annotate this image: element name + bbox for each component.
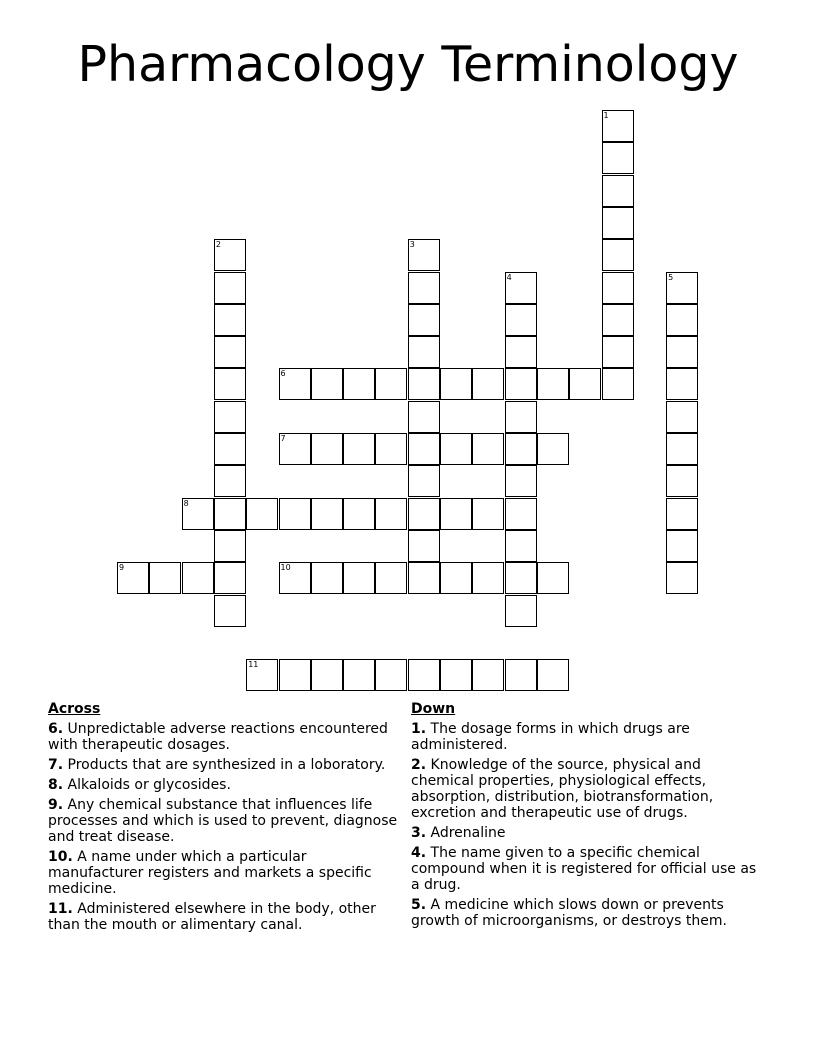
across-heading: Across [48,701,101,717]
across-clues [48,701,400,937]
crossword-cell[interactable] [537,562,569,594]
crossword-cell[interactable] [666,530,698,562]
crossword-cell[interactable] [214,530,246,562]
crossword-cell[interactable] [505,595,537,627]
crossword-cell[interactable] [214,401,246,433]
crossword-cell[interactable] [408,498,440,530]
crossword-cell[interactable] [505,530,537,562]
crossword-cell[interactable] [602,110,634,142]
across-clue [48,777,400,793]
crossword-cell[interactable] [246,498,278,530]
crossword-cell[interactable] [602,142,634,174]
crossword-cell[interactable] [472,659,504,691]
across-clue [48,721,400,753]
crossword-cell[interactable] [666,433,698,465]
crossword-cell[interactable] [311,368,343,400]
clue-text: The dosage forms in which drugs are administered. [411,721,690,753]
crossword-cell[interactable] [279,659,311,691]
crossword-cell[interactable] [440,368,472,400]
crossword-cell[interactable] [311,498,343,530]
crossword-cell[interactable] [343,433,375,465]
crossword-cell[interactable] [602,207,634,239]
crossword-cell[interactable] [117,562,149,594]
clue-number: 4. [411,845,427,861]
crossword-cell[interactable] [375,562,407,594]
crossword-cell[interactable] [182,562,214,594]
crossword-cell[interactable] [279,433,311,465]
crossword-cell[interactable] [505,368,537,400]
crossword-cell[interactable] [343,498,375,530]
crossword-cell[interactable] [505,562,537,594]
down-clue [411,721,766,753]
crossword-cell[interactable] [343,562,375,594]
crossword-cell[interactable] [279,368,311,400]
crossword-cell[interactable] [505,272,537,304]
clue-text: The name given to a specific chemical compound when it is registered for official use as a drug. [411,845,757,893]
crossword-cell[interactable] [408,530,440,562]
crossword-cell[interactable] [666,304,698,336]
crossword-cell[interactable] [408,562,440,594]
clue-text: Alkaloids or glycosides. [67,777,231,793]
clue-number-label: 4 [506,272,512,282]
crossword-cell[interactable] [246,659,278,691]
crossword-cell[interactable] [472,368,504,400]
crossword-cell[interactable] [666,401,698,433]
clue-text: Administered elsewhere in the body, other than the mouth or alimentary canal. [48,901,376,933]
crossword-cell[interactable] [408,401,440,433]
crossword-cell[interactable] [666,336,698,368]
down-clues [411,701,766,933]
clue-number-label: 5 [668,272,674,282]
crossword-cell[interactable] [214,433,246,465]
crossword-cell[interactable] [375,498,407,530]
crossword-cell[interactable] [214,336,246,368]
crossword-cell[interactable] [375,433,407,465]
clue-number: 11. [48,901,73,917]
crossword-cell[interactable] [537,433,569,465]
crossword-cell[interactable] [472,562,504,594]
crossword-cell[interactable] [311,562,343,594]
clue-text: Products that are synthesized in a loboratory. [67,757,386,773]
crossword-cell[interactable] [375,368,407,400]
clue-number: 5. [411,897,427,913]
page-title: Pharmacology Terminology [77,36,739,93]
clue-text: Adrenaline [430,825,506,841]
crossword-cell[interactable] [602,272,634,304]
crossword-cell[interactable] [472,433,504,465]
crossword-cell[interactable] [343,659,375,691]
down-clue [411,825,766,841]
crossword-cell[interactable] [214,595,246,627]
crossword-cell[interactable] [505,498,537,530]
crossword-cell[interactable] [472,498,504,530]
across-clue [48,849,400,897]
crossword-cell[interactable] [408,659,440,691]
clue-number: 3. [411,825,427,841]
crossword-cell[interactable] [666,498,698,530]
crossword-cell[interactable] [408,336,440,368]
clue-text: Any chemical substance that influences life processes and which is used to prevent, diagnose and treat disease. [48,797,398,845]
across-clue [48,901,400,933]
crossword-cell[interactable] [182,498,214,530]
crossword-cell[interactable] [214,368,246,400]
crossword-cell[interactable] [408,368,440,400]
crossword-cell[interactable] [440,498,472,530]
clue-text: Knowledge of the source, physical and chemical properties, physiological effects, absorption, distribution, biotransformation, excretion and therapeutic use of drugs. [411,757,714,821]
crossword-cell[interactable] [408,465,440,497]
crossword-cell[interactable] [311,659,343,691]
clue-number-label: 7 [280,434,286,443]
clue-number-label: 1 [603,111,609,120]
crossword-cell[interactable] [505,433,537,465]
crossword-cell[interactable] [666,368,698,400]
crossword-cell[interactable] [279,562,311,594]
across-clue [48,757,400,773]
clue-number: 8. [48,777,64,793]
crossword-cell[interactable] [440,433,472,465]
crossword-cell[interactable] [505,659,537,691]
crossword-cell[interactable] [214,498,246,530]
crossword-cell[interactable] [214,304,246,336]
crossword-cell[interactable] [666,562,698,594]
crossword-cell[interactable] [214,272,246,304]
crossword-cell[interactable] [505,465,537,497]
crossword-cell[interactable] [440,659,472,691]
across-clue [48,797,400,845]
down-heading: Down [411,701,456,717]
crossword-cell[interactable] [602,336,634,368]
crossword-cell[interactable] [214,239,246,271]
crossword-cell[interactable] [666,465,698,497]
crossword-cell[interactable] [602,304,634,336]
crossword-cell[interactable] [440,562,472,594]
clue-number: 1. [411,721,427,737]
clue-text: A name under which a particular manufacturer registers and markets a specific medicine. [48,849,372,897]
clue-number-label: 2 [215,240,221,250]
crossword-cell[interactable] [537,368,569,400]
down-clue [411,897,766,929]
crossword-cell[interactable] [408,433,440,465]
down-clue [411,757,766,821]
crossword-cell[interactable] [214,465,246,497]
crossword-cell[interactable] [602,239,634,271]
crossword-cell[interactable] [505,401,537,433]
crossword-cell[interactable] [311,433,343,465]
crossword-cell[interactable] [505,304,537,336]
crossword-cell[interactable] [343,368,375,400]
crossword-cell[interactable] [408,239,440,271]
clue-number-label: 10 [280,563,291,573]
clue-number: 6. [48,721,64,737]
crossword-cell[interactable] [537,659,569,691]
crossword-cell[interactable] [279,498,311,530]
clue-number-label: 11 [248,660,259,670]
crossword-cell[interactable] [666,272,698,304]
clue-number: 2. [411,757,427,773]
clue-number-label: 8 [183,498,189,508]
clue-number: 10. [48,849,73,865]
crossword-cell[interactable] [149,562,181,594]
crossword-cell[interactable] [408,272,440,304]
clue-number-label: 6 [280,369,286,379]
clue-number-label: 9 [119,563,125,573]
crossword-cell[interactable] [602,175,634,207]
crossword-cell[interactable] [214,562,246,594]
clue-text: A medicine which slows down or prevents growth of microorganisms, or destroys them. [411,897,727,929]
clue-number: 9. [48,797,64,813]
crossword-cell[interactable] [602,368,634,400]
clue-text: Unpredictable adverse reactions encountered with therapeutic dosages. [48,721,388,753]
crossword-cell[interactable] [375,659,407,691]
crossword-cell[interactable] [505,336,537,368]
down-clue [411,845,766,893]
clue-number: 7. [48,757,64,773]
clue-number-label: 3 [409,240,415,250]
crossword-cell[interactable] [569,368,601,400]
crossword-cell[interactable] [408,304,440,336]
